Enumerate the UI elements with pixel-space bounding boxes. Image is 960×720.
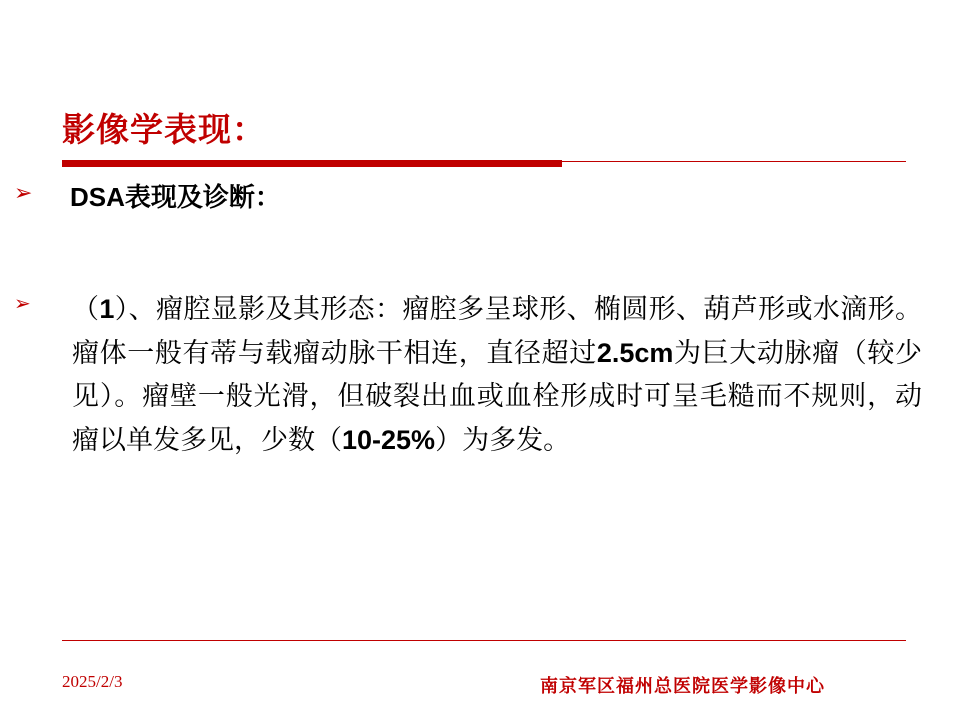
page-title: 影像学表现： [62,111,266,148]
bullet-text-dsa: DSA表现及诊断： [70,182,281,212]
bullet-item-description [14,288,930,463]
footer-date: 2025/2/3 [62,672,123,691]
bullet-text-description: （1）、瘤腔显影及其形态：瘤腔多呈球形、椭圆形、葫芦形或水滴形。瘤体一般有蒂与载瘤动脉干相连，直径超过2.5cm为巨大动脉瘤（较少见）。瘤壁一般光滑，但破裂出血或血栓形成时可呈毛糙而不规则，动瘤以单发多见，少数（10-25%）为多发。 [72,294,923,456]
footer-divider [62,640,906,641]
footer-organization: 南京军区福州总医院医学影像中心 [540,676,825,697]
title-underline-thick [62,160,562,167]
bullet-arrow-icon: ➢ [14,293,31,315]
bullet-item-dsa [14,182,914,213]
bullet-arrow-icon: ➢ [14,180,33,205]
